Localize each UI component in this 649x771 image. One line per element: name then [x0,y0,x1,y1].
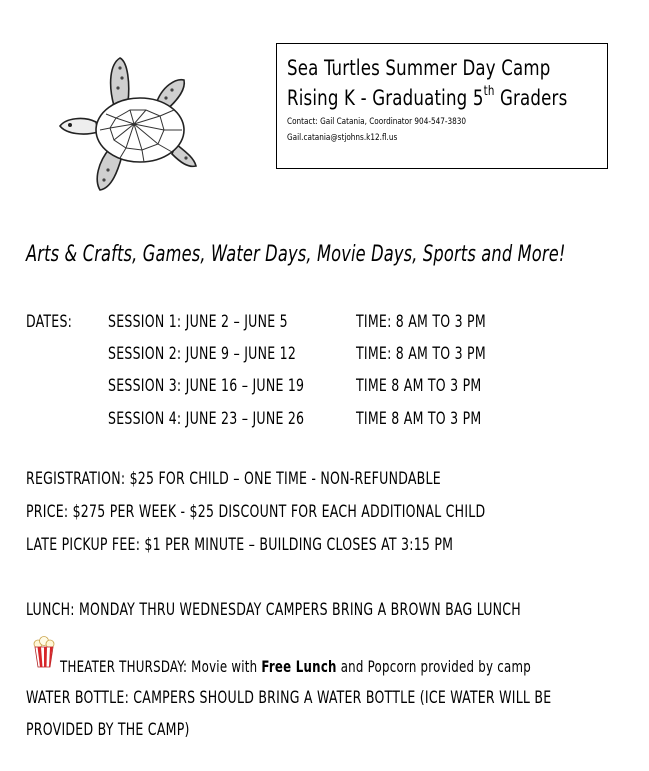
session-4: SESSION 4: JUNE 23 – JUNE 26 [108,409,305,429]
contact-line: Contact: Gail Catania, Coordinator 904-547-3830 [287,117,467,127]
session-1: SESSION 1: JUNE 2 – JUNE 5 [108,312,288,332]
session-1-time: TIME: 8 AM TO 3 PM [356,312,486,332]
session-4-time: TIME 8 AM TO 3 PM [356,409,482,429]
sea-turtle-icon [36,44,222,210]
water-bottle-line2: PROVIDED BY THE CAMP) [26,720,190,740]
popcorn-icon [33,636,55,668]
session-3: SESSION 3: JUNE 16 – JUNE 19 [108,376,305,396]
grade-range-prefix: Rising K - Graduating 5 [287,86,484,110]
theater-text-2: and Popcorn provided by camp [336,657,531,676]
camp-title: Sea Turtles Summer Day Camp [287,56,551,80]
session-2: SESSION 2: JUNE 9 – JUNE 12 [108,344,297,364]
header-box [276,43,608,169]
registration-fee: REGISTRATION: $25 FOR CHILD – ONE TIME - NON-REFUNDABLE [26,469,441,489]
theater-free-lunch: Free Lunch [261,657,337,676]
dates-label: DATES: [26,312,73,332]
theater-text-1: Movie with [187,657,262,676]
water-bottle-line1: WATER BOTTLE: CAMPERS SHOULD BRING A WATER BOTTLE (ICE WATER WILL BE [26,688,552,708]
session-2-time: TIME: 8 AM TO 3 PM [356,344,486,364]
late-pickup-fee: LATE PICKUP FEE: $1 PER MINUTE – BUILDING CLOSES AT 3:15 PM [26,535,454,555]
theater-label: THEATER THURSDAY: [60,657,188,676]
email-link[interactable]: Gail.catania@stjohns.k12.fl.us [287,133,398,143]
session-3-time: TIME 8 AM TO 3 PM [356,376,482,396]
lunch-info: LUNCH: MONDAY THRU WEDNESDAY CAMPERS BRING A BROWN BAG LUNCH [26,600,521,620]
theater-thursday [60,657,531,676]
grade-range [287,82,569,114]
grade-range-suffix: Graders [494,86,568,110]
grade-range-sup: th [483,84,495,99]
tagline: Arts & Crafts, Games, Water Days, Movie Days, Sports and More! [26,242,566,267]
weekly-price: PRICE: $275 PER WEEK - $25 DISCOUNT FOR EACH ADDITIONAL CHILD [26,502,486,522]
